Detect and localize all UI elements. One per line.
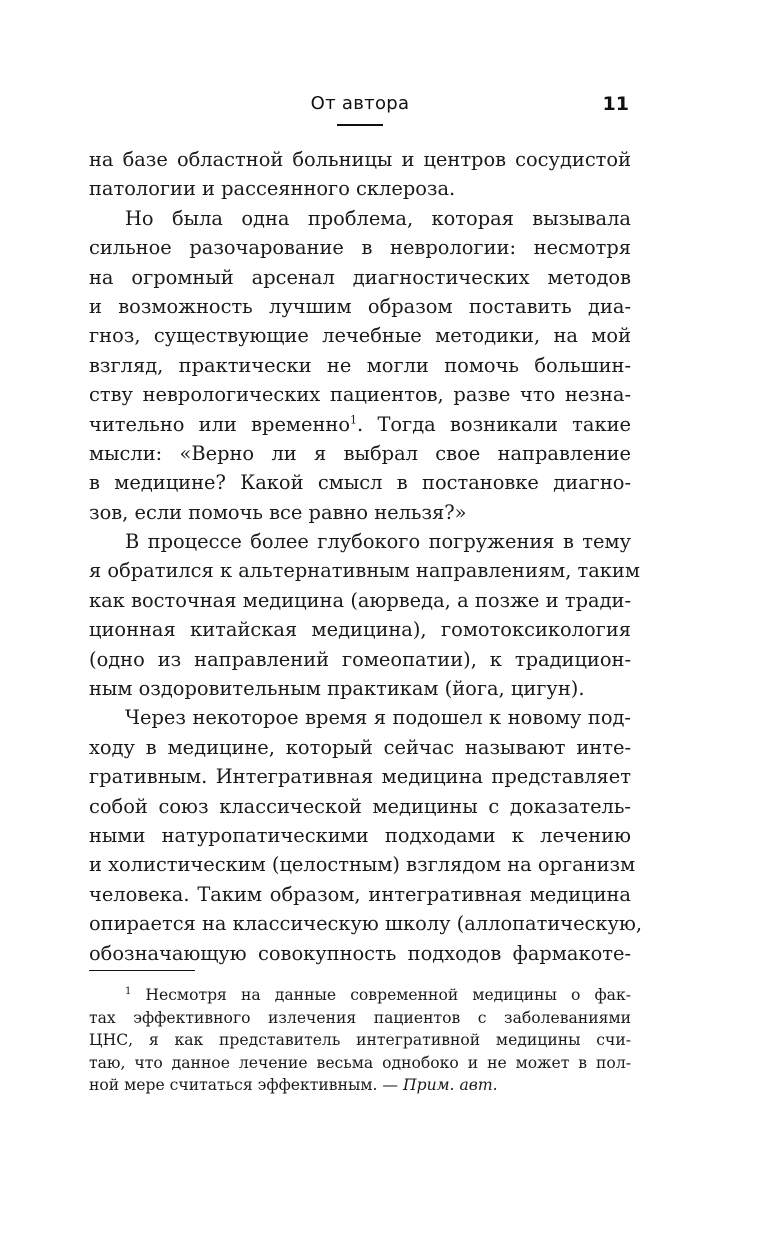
text-line: ционная китайская медицина), гомотоксикология: [89, 618, 631, 642]
text-line: как восточная медицина (аюрведа, а позже и тради-: [89, 588, 631, 612]
text-line: мысли: «Верно ли я выбрал свое направление: [89, 441, 631, 465]
footnote-line: ЦНС, я как представитель интегративной медицины счи-: [89, 1031, 631, 1050]
text-line: на огромный арсенал диагностических методов: [89, 265, 631, 289]
text-line: опирается на классическую школу (аллопатическую,: [89, 912, 642, 936]
text-fragment: . Тогда возникали такие: [357, 412, 631, 436]
footnote-line: [89, 1074, 631, 1097]
text-line: взгляд, практически не могли помочь большин-: [89, 353, 631, 377]
footnote-text: Несмотря на данные современной медицины о фак-: [145, 986, 631, 1004]
running-head-rule: [337, 124, 383, 126]
text-line: ными натуропатическими подходами к лечению: [89, 823, 631, 847]
text-line: гративным. Интегративная медицина представляет: [89, 765, 631, 789]
text-line: сильное разочарование в неврологии: несмотря: [89, 236, 631, 260]
text-line: собой союз классической медицины с доказатель-: [89, 794, 631, 818]
body-text: [89, 145, 642, 968]
text-line-with-footnote-ref: [89, 410, 631, 439]
running-head-title: От автора: [310, 93, 410, 114]
footnote-separator: [89, 970, 195, 971]
text-line: патологии и рассеянного склероза.: [89, 177, 456, 201]
text-line: в медицине? Какой смысл в постановке диагно-: [89, 471, 631, 495]
footnote-line: [89, 984, 631, 1007]
text-fragment: чительно или временно: [89, 412, 351, 436]
footnote-author-note: Прим. авт.: [403, 1076, 498, 1095]
page-number: 11: [602, 93, 629, 115]
text-line: обозначающую совокупность подходов фармакоте-: [89, 941, 631, 965]
text-line: на базе областной больницы и центров сосудистой: [89, 148, 631, 171]
text-line: ству неврологических пациентов, разве что незна-: [89, 383, 631, 407]
text-line: и холистическим (целостным) взглядом на организм: [89, 853, 636, 877]
footnote-line: тах эффективного излечения пациентов с заболеваниями: [89, 1008, 631, 1027]
text-line: зов, если помочь все равно нельзя?»: [89, 500, 467, 524]
text-line: человека. Таким образом, интегративная медицина: [89, 882, 631, 906]
footnote-text: ной мере считаться эффективным. —: [89, 1076, 399, 1095]
text-line: я обратился к альтернативным направлениям, таким: [89, 559, 640, 583]
footnote-marker: 1: [125, 985, 132, 997]
text-line: В процессе более глубокого погружения в тему: [125, 530, 631, 554]
text-line: гноз, существующие лечебные методики, на мой: [89, 324, 631, 348]
footnote: [89, 984, 631, 1097]
text-line: и возможность лучшим образом поставить диа-: [89, 294, 631, 318]
text-line: ным оздоровительным практикам (йога, цигун).: [89, 677, 585, 701]
footnote-reference: 1: [350, 413, 358, 427]
text-line: Но была одна проблема, которая вызывала: [125, 206, 631, 230]
text-line: (одно из направлений гомеопатии), к традицион-: [89, 647, 631, 671]
footnote-line: таю, что данное лечение весьма однобоко и не может в пол-: [89, 1053, 631, 1072]
text-line: Через некоторое время я подошел к новому под-: [125, 706, 631, 730]
text-line: ходу в медицине, который сейчас называют инте-: [89, 735, 631, 759]
